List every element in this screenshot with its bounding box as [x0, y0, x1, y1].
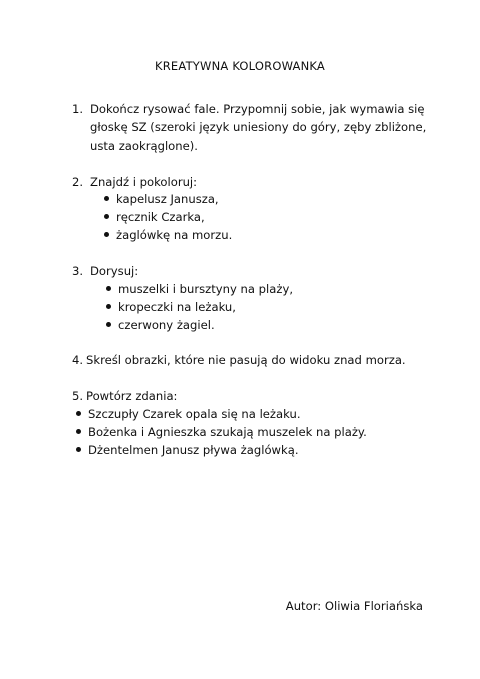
- task-4-text: Skreśl obrazki, które nie pasują do widoku znad morza.: [86, 353, 406, 367]
- task-1-line: usta zaokrąglone).: [90, 139, 198, 153]
- bullet-icon: [76, 447, 81, 452]
- task-3-item: kropeczki na leżaku,: [118, 300, 236, 314]
- bullet-icon: [104, 196, 109, 201]
- task-3-item: muszelki i bursztyny na plaży,: [118, 282, 294, 296]
- task-2-item: kapelusz Janusza,: [116, 192, 219, 206]
- bullet-icon: [104, 232, 109, 237]
- bullet-icon: [76, 411, 81, 416]
- task-5-item: Szczupły Czarek opala się na leżaku.: [88, 407, 301, 421]
- task-1-number: 1.: [72, 102, 84, 116]
- bullet-icon: [104, 214, 109, 219]
- task-3-heading: Dorysuj:: [90, 264, 139, 278]
- task-2-number: 2.: [72, 175, 84, 189]
- bullet-icon: [76, 429, 81, 434]
- task-1-line: głoskę SZ (szeroki język uniesiony do góry, zęby zbliżone,: [90, 120, 427, 134]
- task-1-line: Dokończ rysować fale. Przypomnij sobie, jak wymawia się: [90, 102, 425, 116]
- bullet-icon: [106, 304, 111, 309]
- page-title: KREATYWNA KOLOROWANKA: [155, 59, 325, 73]
- task-5-number: 5.: [72, 389, 84, 403]
- task-3-number: 3.: [72, 264, 84, 278]
- bullet-icon: [106, 286, 111, 291]
- task-3-item: czerwony żagiel.: [118, 318, 215, 332]
- task-4-number: 4.: [72, 353, 84, 367]
- task-2-item: ręcznik Czarka,: [116, 210, 205, 224]
- task-5-item: Bożenka i Agnieszka szukają muszelek na plaży.: [88, 425, 367, 439]
- task-2-item: żaglówkę na morzu.: [116, 228, 233, 242]
- task-2-heading: Znajdź i pokoloruj:: [90, 175, 198, 189]
- task-5-heading: Powtórz zdania:: [86, 389, 178, 403]
- author-credit: Autor: Oliwia Floriańska: [285, 599, 423, 613]
- task-5-item: Dżentelmen Janusz pływa żaglówką.: [88, 443, 299, 457]
- bullet-icon: [106, 322, 111, 327]
